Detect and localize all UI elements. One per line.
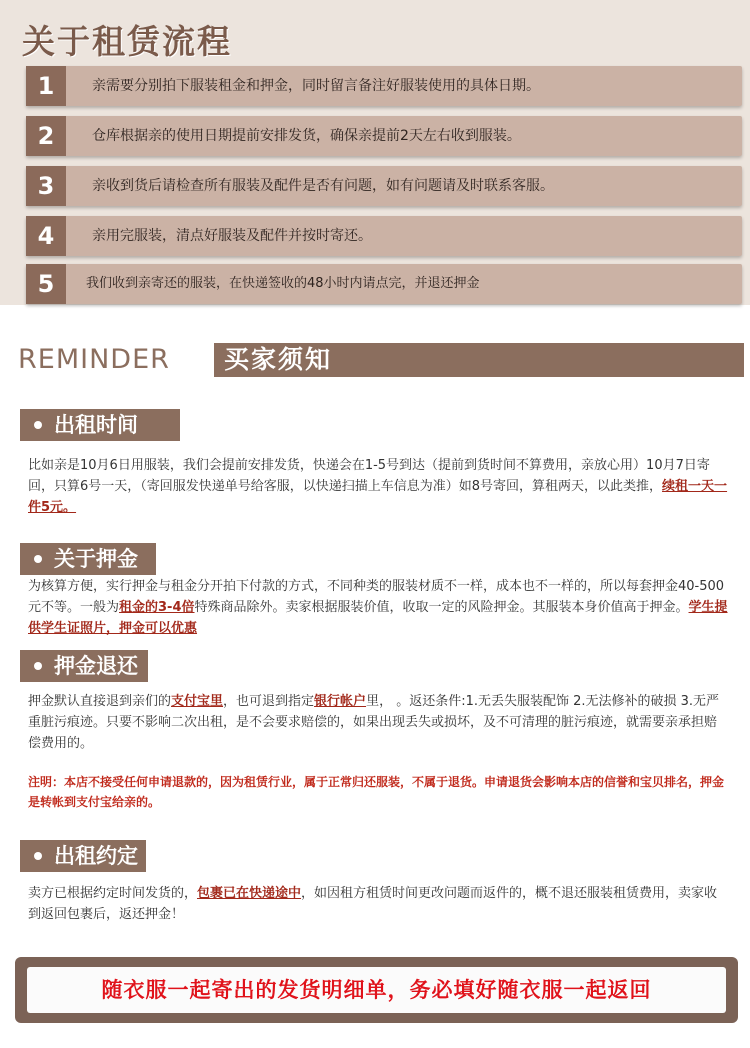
- paragraph-text: ，如因租方租赁时间更改问题而返件的，概不退还服装租赁费用，卖家收到返回包裹后，返还押金！: [28, 886, 718, 922]
- shipping-notice-banner: [15, 957, 738, 1023]
- shipping-notice-text: 随衣服一起寄出的发货明细单，务必填好随衣服一起返回: [27, 967, 726, 1013]
- paragraph-text: ，也可退到指定: [223, 694, 315, 709]
- step-text: 仓库根据亲的使用日期提前安排发货，确保亲提前2天左右收到服装。: [92, 128, 521, 144]
- step-3: [26, 166, 742, 206]
- section-agreement-header: [20, 840, 146, 872]
- step-number: 4: [26, 216, 66, 256]
- bullet-icon: [34, 555, 42, 563]
- process-title: 关于租赁流程: [22, 22, 232, 61]
- step-text: 亲需要分别拍下服装租金和押金，同时留言备注好服装使用的具体日期。: [92, 78, 540, 94]
- section-title: 关于押金: [54, 547, 138, 571]
- rental-time-text: [28, 455, 728, 518]
- section-rental-time-header: [20, 409, 180, 441]
- paragraph-text: 比如亲是10月6日用服装，我们会提前安排发货，快递会在1-5号到达（提前到货时间不算费用，亲放心用）10月7日寄回，只算6号一天，（寄回服发快递单号给客服，以快递扫描上车信息为准）如8号寄回，算租两天，以此类推，: [28, 458, 710, 494]
- section-title: 出租约定: [54, 844, 138, 868]
- step-number: 5: [26, 264, 66, 304]
- step-4: [26, 216, 742, 256]
- step-1: [26, 66, 742, 106]
- paragraph-text: 为核算方便，实行押金与租金分开拍下付款的方式，不同种类的服装材质不一样，成本也不一样的，所以每套押金40-500元不等。一般为: [28, 579, 725, 615]
- reminder-english: REMINDER: [18, 343, 214, 377]
- step-number: 1: [26, 66, 66, 106]
- in-transit-highlight: 包裹已在快递途中: [197, 886, 302, 901]
- deposit-text: [28, 576, 728, 639]
- reminder-chinese: 买家须知: [224, 345, 333, 374]
- section-title: 出租时间: [54, 413, 138, 437]
- bullet-icon: [34, 421, 42, 429]
- paragraph-text: 卖方已根据约定时间发货的，: [28, 886, 198, 901]
- step-number: 3: [26, 166, 66, 206]
- section-title: 押金退还: [54, 654, 138, 678]
- bullet-icon: [34, 852, 42, 860]
- paragraph-text: 押金默认直接退到亲们的: [28, 694, 172, 709]
- paragraph-text: 特殊商品除外。卖家根据服装价值，收取一定的风险押金。其服装本身价值高于押金。: [194, 600, 689, 615]
- step-number: 2: [26, 116, 66, 156]
- bank-account-highlight: 银行帐户: [314, 694, 367, 709]
- step-2: [26, 116, 742, 156]
- student-discount-highlight: 学生提供学生证照片，押金可以优惠: [28, 600, 728, 636]
- reminder-header: [18, 343, 744, 377]
- renewal-price-highlight: 续租一天一件5元。: [28, 479, 728, 515]
- deposit-ratio-highlight: 租金的3-4倍: [119, 600, 195, 615]
- step-text: 我们收到亲寄还的服装，在快递签收的48小时内请点完，并退还押金: [86, 276, 480, 291]
- step-5: [26, 264, 742, 304]
- paragraph-text: 里， 。返还条件:1.无丢失服装配饰 2.无法修补的破损 3.无严重脏污痕迹。只要不影响二次出租，是不会要求赔偿的，如果出现丢失或损坏，及不可清理的脏污痕迹，就需要亲承担赔偿费用的。: [28, 694, 720, 751]
- section-refund-header: [20, 650, 148, 682]
- step-text: 亲用完服装，清点好服装及配件并按时寄还。: [92, 228, 372, 244]
- refund-note: 注明：本店不接受任何申请退款的，因为租赁行业，属于正常归还服装，不属于退货。申请退货会影响本店的信誉和宝贝排名，押金是转帐到支付宝给亲的。: [28, 775, 725, 809]
- refund-text: [28, 691, 728, 754]
- rental-process-panel: [0, 0, 750, 305]
- section-deposit-header: [20, 543, 156, 575]
- step-text: 亲收到货后请检查所有服装及配件是否有问题，如有问题请及时联系客服。: [92, 178, 554, 194]
- agreement-text: [28, 883, 728, 925]
- bullet-icon: [34, 662, 42, 670]
- alipay-highlight: 支付宝里: [171, 694, 224, 709]
